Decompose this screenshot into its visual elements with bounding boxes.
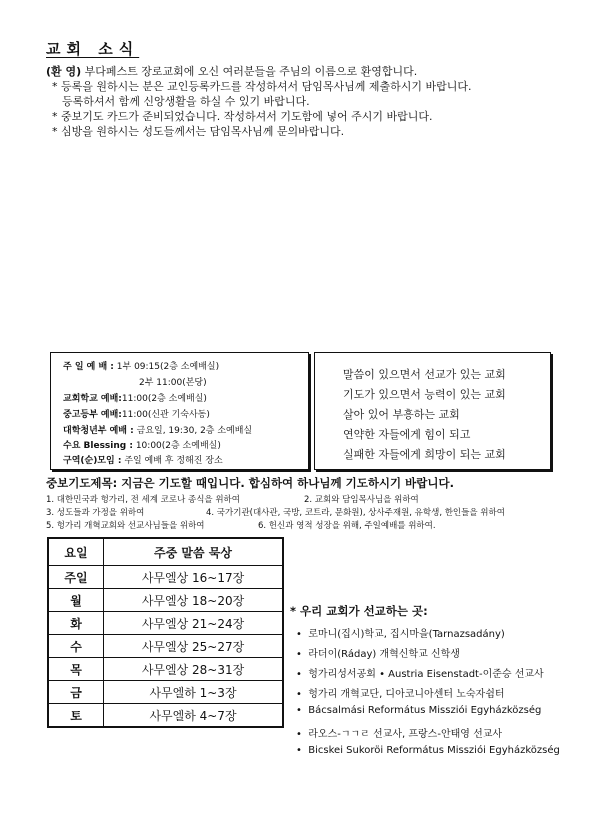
mission-item: • Bácsalmási Református Missziói Egyházközség [296,705,542,716]
prayer-item: 5. 헝가리 개혁교회와 선교사님들을 위하여 [46,521,205,531]
prayer-item: 3. 성도들과 가정을 위하여 [46,508,145,518]
bullet-dot: • [296,729,309,740]
prayer-title: 중보기도제목: 지금은 기도할 때입니다. 합심하여 하나님께 기도하시기 바랍니다. [46,476,454,490]
motto-line: 말씀이 있으면서 선교가 있는 교회 [343,368,506,381]
welcome-text: 부다페스트 장로교회에 오신 여러분들을 주님의 이름으로 환영합니다. [84,65,418,78]
table-row: 화 사무엘상 21~24장 [48,612,283,635]
table-header-row [48,538,283,566]
table-row: 목 사무엘상 28~31장 [48,658,283,681]
bullet-star: * [52,110,61,123]
welcome-label: (환 영) [46,65,82,78]
welcome-line [46,63,417,79]
mission-item: • 로마니(집시)학교, 집시마을(Tarnazsadány) [296,629,505,640]
mission-item: • 헝가리 개혁교단, 디아코니아센터 노숙자쉼터 [296,689,505,700]
bullet-star: * [52,80,61,93]
prayer-item: 4. 국가기관(대사관, 국방, 코트라, 문화원), 상사주재원, 유학생, 한인들을 위하여 [206,508,505,518]
bullet-dot: • [296,745,309,756]
table-row: 월 사무엘상 18~20장 [48,589,283,612]
schedule-row: 주 일 예 배 : 1부 09:15(2층 소예배실) [63,362,220,372]
notice-item: 등록하셔서 함께 신앙생활을 하실 수 있기 바랍니다. [62,95,310,108]
mission-item: • Bicskei Sukoröi Református Missziói Egyházközség [296,745,560,756]
church-motto-box [314,352,551,470]
mission-item: • 라더이(Ráday) 개혁신학교 신학생 [296,649,460,660]
column-header: 요일 [48,538,104,566]
weekly-meditation-table [47,537,284,728]
bullet-dot: • [296,689,309,700]
mission-item: • 헝가리성서공회 • Austria Eisenstadt-이준승 선교사 [296,669,544,680]
schedule-row: 2부 11:00(본당) [139,378,207,388]
notice-item: * 심방을 원하시는 성도들께서는 담임목사님께 문의바랍니다. [52,125,345,138]
bullet-dot: • [296,629,309,640]
schedule-row: 구역(순)모임 : 주일 예배 후 정해진 장소 [63,456,223,466]
motto-line: 기도가 있으면서 능력이 있는 교회 [343,388,506,401]
section-title: 교회 소식 [46,40,140,58]
notice-item: * 등록을 원하시는 분은 교인등록카드를 작성하셔서 담임목사님께 제출하시기 바랍니다. [52,80,472,93]
prayer-item: 2. 교회와 담임목사님을 위하여 [304,495,419,505]
motto-line: 연약한 자들에게 힘이 되고 [343,428,471,441]
bullet-dot: • [296,669,309,680]
table-row: 수 사무엘상 25~27장 [48,635,283,658]
schedule-row: 대학청년부 예배 : 금요일, 19:30, 2층 소예배실 [63,426,253,436]
bullet-dot: • [296,649,309,660]
bullet-dot: • [296,705,309,716]
motto-line: 실패한 자들에게 희망이 되는 교회 [343,448,506,461]
table-row: 주일 사무엘상 16~17장 [48,566,283,589]
column-header: 주중 말씀 묵상 [104,538,284,566]
prayer-item: 6. 헌신과 영적 성장을 위해, 주일예배를 위하여. [258,521,436,531]
schedule-row: 중고등부 예배:11:00(신관 기숙사동) [63,410,210,420]
missions-title: * 우리 교회가 선교하는 곳: [290,604,428,618]
bullet-star: * [52,125,61,138]
schedule-row: 교회학교 예배:11:00(2층 소예배실) [63,394,207,404]
schedule-row: 수요 Blessing : 10:00(2층 소예배실) [63,441,221,451]
notice-item: * 중보기도 카드가 준비되었습니다. 작성하셔서 기도함에 넣어 주시기 바랍니다. [52,110,433,123]
motto-line: 살아 있어 부흥하는 교회 [343,408,460,421]
worship-schedule-box [50,352,309,470]
table-row: 토 사무엘하 4~7장 [48,704,283,728]
mission-item: • 라오스-ㄱㄱㄹ 선교사, 프랑스-안태영 선교사 [296,729,503,740]
table-row: 금 사무엘하 1~3장 [48,681,283,704]
prayer-item: 1. 대한민국과 헝가리, 전 세계 코로나 종식을 위하여 [46,495,240,505]
